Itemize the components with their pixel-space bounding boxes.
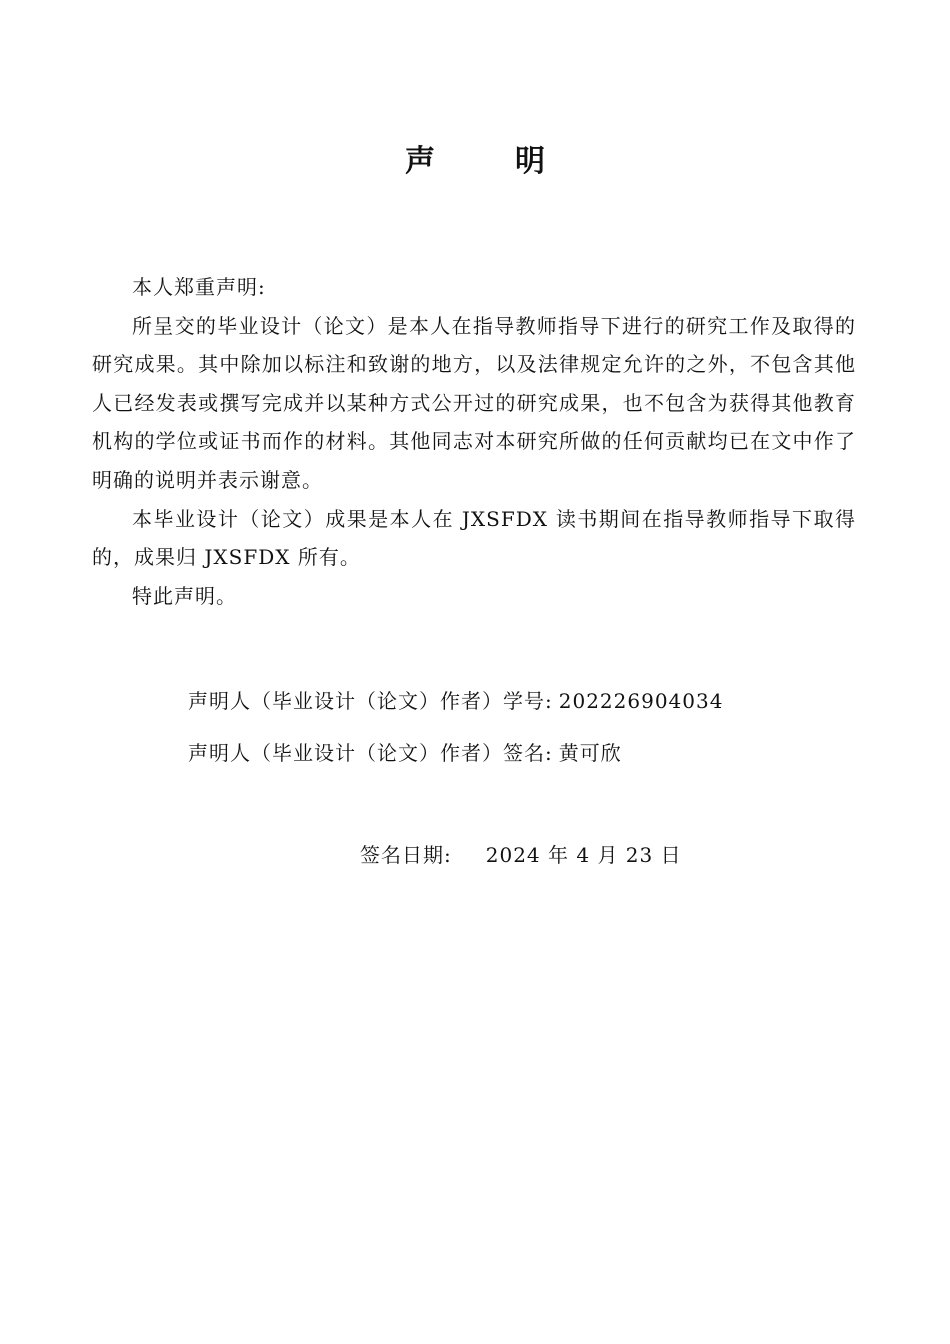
signature-date-label: 签名日期: xyxy=(360,843,452,867)
page-title: 声明 xyxy=(405,144,625,179)
signature-date-value: 2024 年 4 月 23 日 xyxy=(485,843,682,867)
ownership-paragraph: 本毕业设计（论文）成果是本人在 JXSFDX 读书期间在指导教师指导下取得的，成果归 JXSFDX 所有。 xyxy=(92,506,856,570)
signature-label: 声明人（毕业设计（论文）作者）签名: xyxy=(188,741,553,765)
signature-line xyxy=(188,738,622,768)
originality-paragraph: 所呈交的毕业设计（论文）是本人在指导教师指导下进行的研究工作及取得的研究成果。其中除加以标注和致谢的地方，以及法律规定允许的之外，不包含其他人已经发表或撰写完成并以某种方式公开过的研究成果，也不包含为获得其他教育机构的学位或证书而作的材料。其他同志对本研究所做的任何贡献均已在文中作了明确的说明并表示谢意。 xyxy=(92,313,856,492)
opening-statement: 本人郑重声明: xyxy=(132,275,266,299)
student-id-line xyxy=(188,686,723,716)
student-id-label: 声明人（毕业设计（论文）作者）学号: xyxy=(188,689,553,713)
closing-statement: 特此声明。 xyxy=(132,583,237,608)
signature-name: 黄可欣 xyxy=(558,741,622,765)
student-id-value: 202226904034 xyxy=(558,689,724,713)
declaration-body xyxy=(92,268,856,615)
signature-date-line xyxy=(360,840,682,870)
